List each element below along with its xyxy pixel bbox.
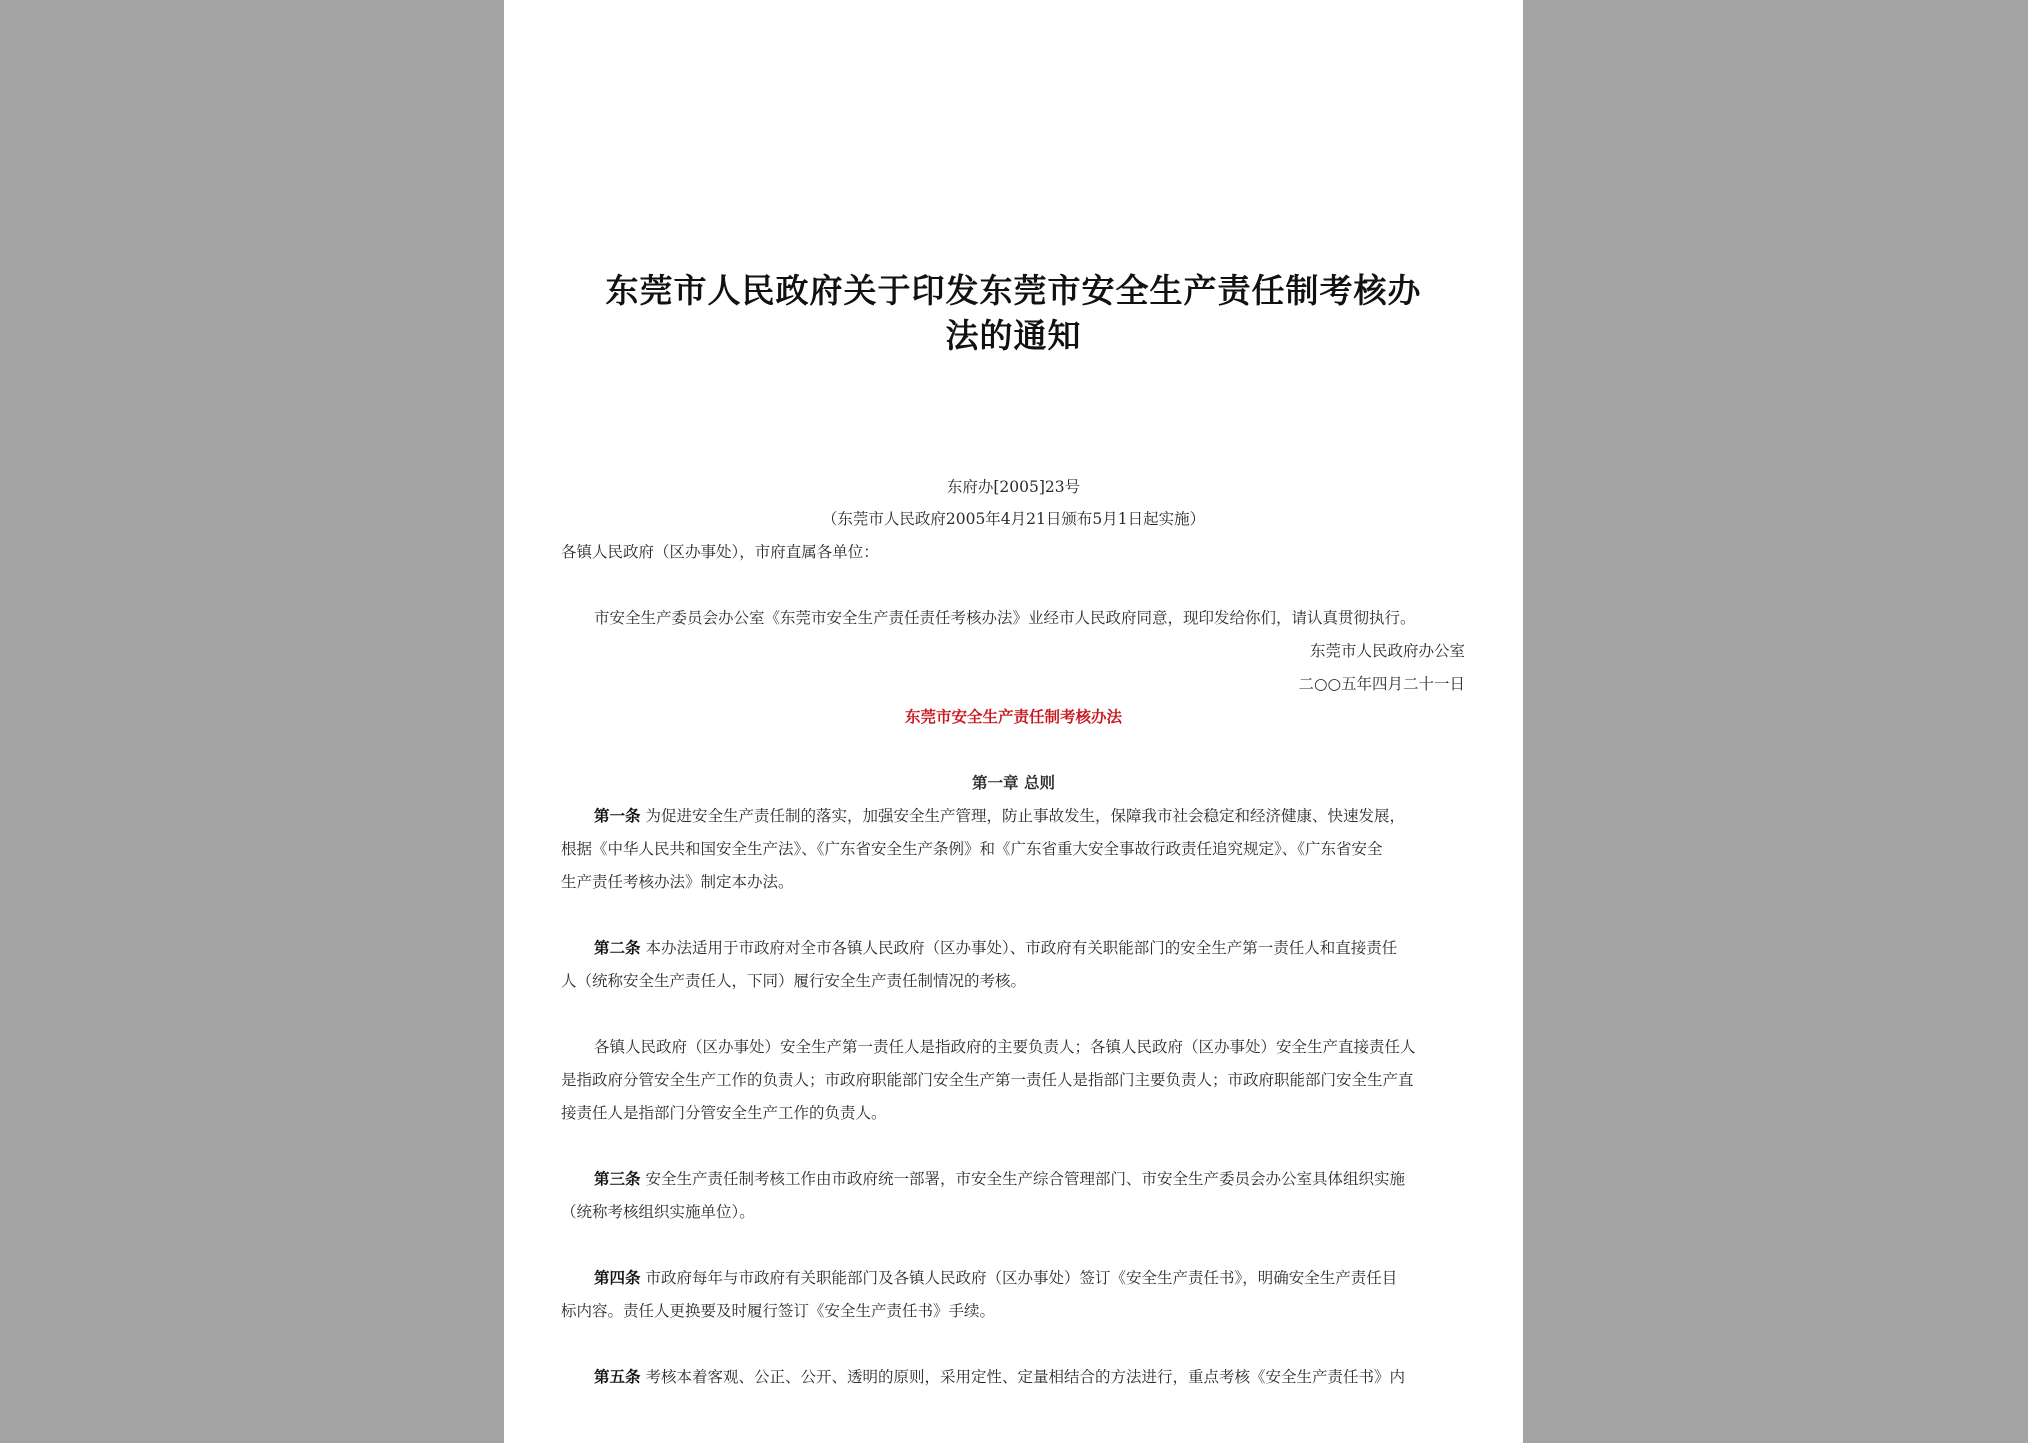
article-4-label: 第四条 (594, 1268, 641, 1287)
article-3-line-2: （统称考核组织实施单位）。 (561, 1203, 755, 1221)
article-4-line-2: 标内容。责任人更换要及时履行签订《安全生产责任书》手续。 (561, 1302, 996, 1320)
article-1-text: 为促进安全生产责任制的落实，加强安全生产管理，防止事故发生，保障我市社会稳定和经济健康、快速发展， (640, 807, 1405, 825)
article-3-text: 安全生产责任制考核工作由市政府统一部署，市安全生产综合管理部门、市安全生产委员会办公室具体组织实施 (640, 1170, 1405, 1188)
document-title-line1: 东莞市人民政府关于印发东莞市安全生产责任制考核办 (605, 271, 1422, 310)
article-1-line-1 (594, 804, 1405, 826)
paragraph-responsibility-line-1: 各镇人民政府（区办事处）安全生产第一责任人是指政府的主要负责人；各镇人民政府（区办事处）安全生产直接责任人 (594, 1038, 1416, 1056)
article-1-label: 第一条 (594, 806, 641, 825)
paragraph-responsibility-line-3: 接责任人是指部门分管安全生产工作的负责人。 (561, 1104, 887, 1122)
document-title-line2: 法的通知 (945, 316, 1082, 355)
addressee: 各镇人民政府（区办事处），市府直属各单位： (561, 543, 879, 561)
article-5-text: 考核本着客观、公正、公开、透明的原则，采用定性、定量相结合的方法进行，重点考核《安全生产责任书》内 (640, 1368, 1405, 1386)
article-3-line-1 (594, 1167, 1405, 1189)
article-1-line-2: 根据《中华人民共和国安全生产法》、《广东省安全生产条例》和《广东省重大安全事故行政责任追究规定》、《广东省安全 (561, 840, 1383, 858)
issue-note: （东莞市人民政府2005年4月21日颁布5月1日起实施） (821, 510, 1206, 528)
paragraph-responsibility-line-2: 是指政府分管安全生产工作的负责人；市政府职能部门安全生产第一责任人是指部门主要负责人；市政府职能部门安全生产直 (561, 1071, 1414, 1089)
article-2-label: 第二条 (594, 938, 641, 957)
article-5-line-1 (594, 1365, 1405, 1387)
document-page (504, 0, 1523, 1443)
body-paragraph: 市安全生产委员会办公室《东莞市安全生产责任责任考核办法》业经市人民政府同意，现印发给你们，请认真贯彻执行。 (594, 609, 1416, 627)
attachment-title: 东莞市安全生产责任制考核办法 (904, 707, 1122, 726)
article-4-text: 市政府每年与市政府有关职能部门及各镇人民政府（区办事处）签订《安全生产责任书》，明确安全生产责任目 (640, 1269, 1398, 1287)
chapter-title: 第一章 总则 (972, 773, 1055, 792)
article-2-line-2: 人（统称安全生产责任人，下同）履行安全生产责任制情况的考核。 (561, 972, 1027, 990)
article-2-line-1 (594, 936, 1397, 958)
document-number: 东府办[2005]23号 (946, 478, 1081, 496)
article-1-line-3: 生产责任考核办法》制定本办法。 (561, 873, 794, 891)
article-3-label: 第三条 (594, 1169, 641, 1188)
issuer: 东莞市人民政府办公室 (1309, 642, 1465, 660)
article-4-line-1 (594, 1266, 1397, 1288)
article-5-label: 第五条 (594, 1367, 641, 1386)
issue-date: 二○○五年四月二十一日 (1298, 675, 1465, 693)
article-2-text: 本办法适用于市政府对全市各镇人民政府（区办事处）、市政府有关职能部门的安全生产第一责任人和直接责任 (640, 939, 1398, 957)
